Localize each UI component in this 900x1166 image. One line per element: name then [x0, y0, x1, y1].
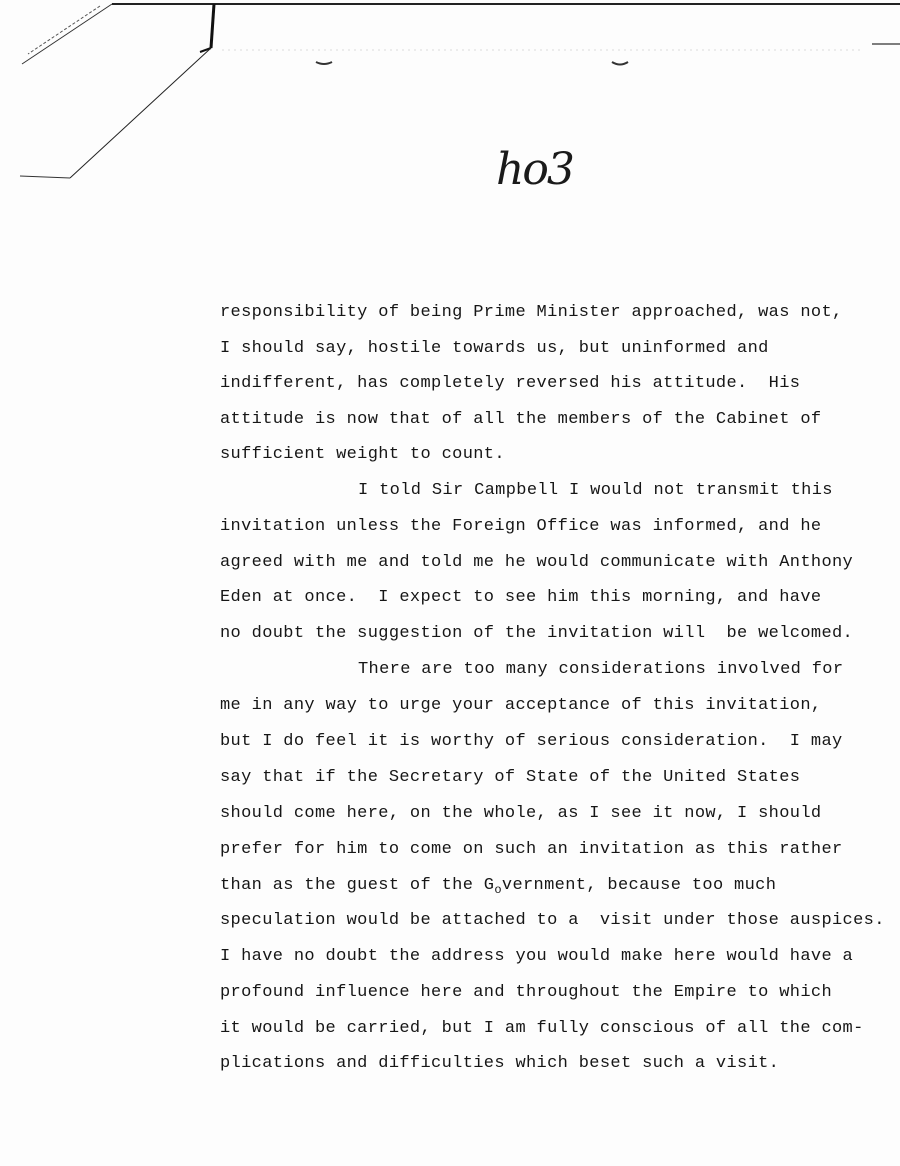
- body-line-part: than as the guest of the G: [220, 876, 495, 895]
- body-line: There are too many considerations involved for: [358, 660, 844, 679]
- body-line: prefer for him to come on such an invitation as this rather: [220, 840, 843, 859]
- body-line: it would be carried, but I am fully conscious of all the com-: [220, 1019, 864, 1038]
- body-line: plications and difficulties which beset such a visit.: [220, 1054, 780, 1073]
- body-line: should come here, on the whole, as I see it now, I should: [220, 804, 822, 823]
- body-line-part: vernment, because too much: [501, 876, 777, 895]
- body-line: sufficient weight to count.: [220, 445, 505, 464]
- body-line: speculation would be attached to a visit under those auspices.: [220, 911, 885, 930]
- body-line: invitation unless the Foreign Office was informed, and he: [220, 517, 822, 536]
- body-line: I should say, hostile towards us, but uninformed and: [220, 339, 769, 358]
- body-line: profound influence here and throughout the Empire to which: [220, 983, 832, 1002]
- body-line: say that if the Secretary of State of the United States: [220, 768, 801, 787]
- body-line: I told Sir Campbell I would not transmit this: [358, 481, 833, 500]
- body-line: responsibility of being Prime Minister approached, was not,: [220, 303, 843, 322]
- body-line: Eden at once. I expect to see him this morning, and have: [220, 588, 822, 607]
- subscript-letter: o: [494, 883, 502, 897]
- body-line-government: [220, 876, 776, 896]
- body-line: attitude is now that of all the members of the Cabinet of: [220, 410, 822, 429]
- handwritten-page-number: ho3: [496, 144, 573, 195]
- body-line: I have no doubt the address you would make here would have a: [220, 947, 854, 966]
- body-line: no doubt the suggestion of the invitation will be welcomed.: [220, 624, 854, 643]
- body-line: me in any way to urge your acceptance of this invitation,: [220, 696, 822, 715]
- body-line: indifferent, has completely reversed his attitude. His: [220, 374, 801, 393]
- body-line: agreed with me and told me he would communicate with Anthony: [220, 553, 854, 572]
- body-line: but I do feel it is worthy of serious consideration. I may: [220, 732, 843, 751]
